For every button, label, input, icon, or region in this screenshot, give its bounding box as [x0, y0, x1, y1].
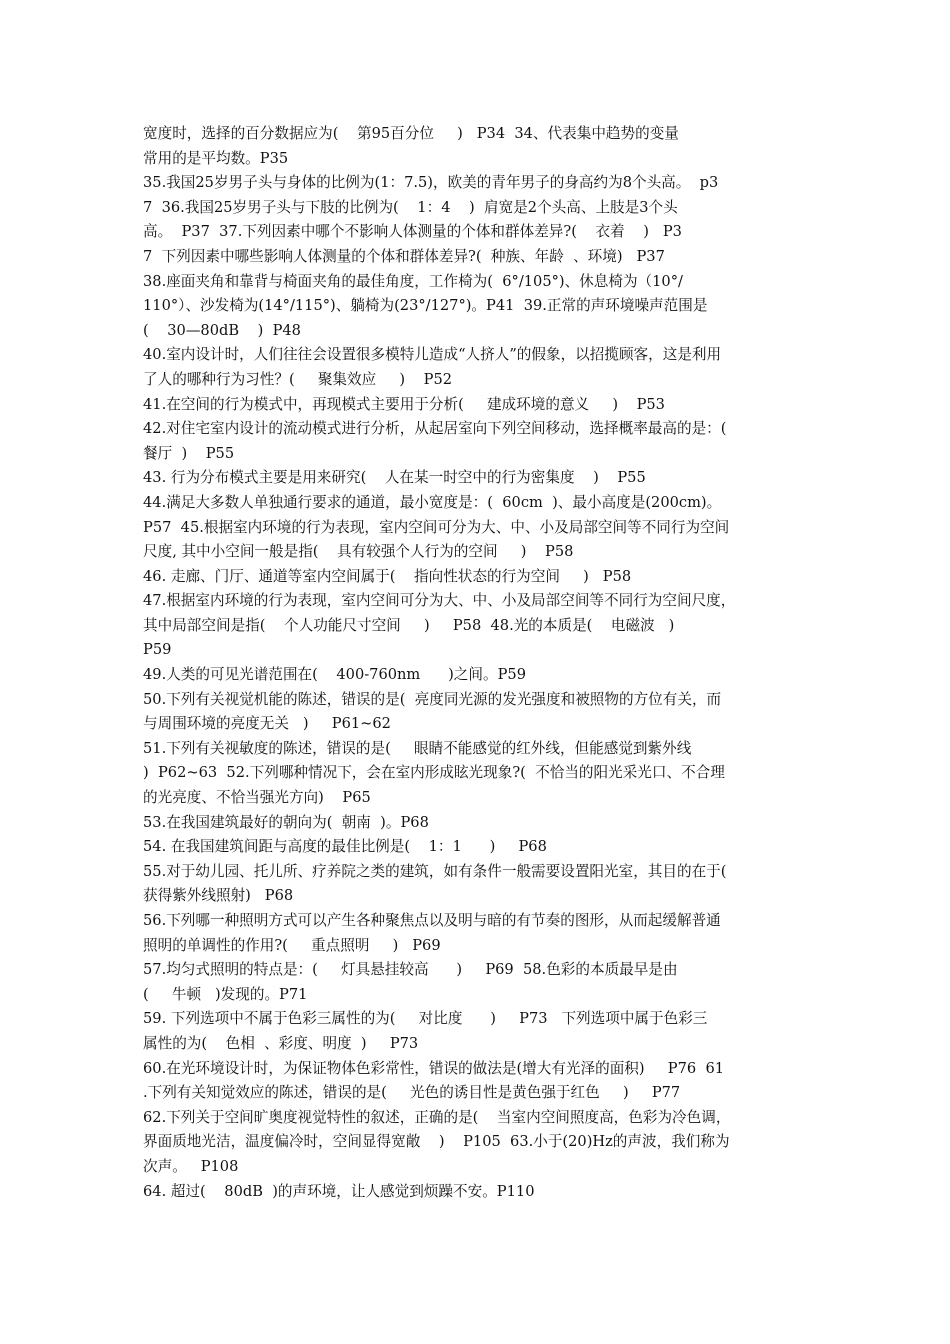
text-line: .下列有关知觉效应的陈述，错误的是( 光色的诱目性是黄色强于红色 ) P77 — [143, 1084, 681, 1102]
text-line: P59 — [143, 641, 172, 659]
text-line: 40.室内设计时，人们往往会设置很多模特儿造成“人挤人”的假象，以招揽顾客，这是利用 — [143, 346, 722, 364]
text-line: 50.下列有关视觉机能的陈述，错误的是( 亮度同光源的发光强度和被照物的方位有关，而 — [143, 690, 722, 708]
text-line: 照明的单调性的作用?( 重点照明 ) P69 — [143, 936, 441, 954]
text-line: 60.在光环境设计时，为保证物体色彩常性，错误的做法是(增大有光泽的面积) P76 61 — [143, 1059, 725, 1077]
text-line: 7 下列因素中哪些影响人体测量的个体和群体差异?( 种族、年龄 、环境) P37 — [143, 247, 665, 265]
text-line: 44.满足大多数人单独通行要求的通道，最小宽度是：( 60cm )、最小高度是(200cm)。 — [143, 493, 722, 511]
text-line: ( 牛顿 )发现的。P71 — [143, 985, 308, 1003]
text-line: 次声。 P108 — [143, 1157, 239, 1175]
text-line: 了人的哪种行为习性？( 聚集效应 ) P52 — [143, 370, 453, 388]
text-line: 51.下列有关视敏度的陈述，错误的是( 眼睛不能感觉的红外线，但能感觉到紫外线 — [143, 739, 692, 757]
text-line: 110°）、沙发椅为(14°/115°)、躺椅为(23°/127°)。P41 39.正常的声环境噪声范围是 — [143, 297, 708, 315]
text-line: ) P62~63 52.下列哪种情况下，会在室内形成眩光现象?( 不恰当的阳光采光口、不合理 — [143, 764, 725, 782]
text-line: 41.在空间的行为模式中，再现模式主要用于分析( 建成环境的意义 ) P53 — [143, 395, 665, 413]
text-line: 42.对住宅室内设计的流动模式进行分析，从起居室向下列空间移动，选择概率最高的是：( — [143, 420, 727, 438]
text-line: 其中局部空间是指( 个人功能尺寸空间 ) P58 48.光的本质是( 电磁波 ) — [143, 616, 675, 634]
text-line: 宽度时，选择的百分数据应为( 第95百分位 ) P34 34、代表集中趋势的变量 — [143, 125, 679, 142]
text-line: 的光亮度、不恰当强光方向) P65 — [143, 789, 371, 807]
text-line: 餐厅 ) P55 — [143, 444, 235, 462]
text-line: 47.根据室内环境的行为表现，室内空间可分为大、中、小及局部空间等不同行为空间尺度， — [143, 592, 736, 610]
text-line: 43. 行为分布模式主要是用来研究( 人在某一时空中的行为密集度 ) P55 — [143, 469, 646, 487]
text-line: 获得紫外线照射) P68 — [143, 887, 294, 905]
text-line: 49.人类的可见光谱范围在( 400-760nm )之间。P59 — [143, 666, 526, 684]
text-line: 53.在我国建筑最好的朝向为( 朝南 )。P68 — [143, 813, 429, 831]
text-line: 54. 在我国建筑间距与高度的最佳比例是( 1：1 ) P68 — [143, 838, 547, 856]
text-line: 59. 下列选项中不属于色彩三属性的为( 对比度 ) P73 下列选项中属于色彩三 — [143, 1010, 708, 1028]
text-line: 38.座面夹角和靠背与椅面夹角的最佳角度，工作椅为( 6°/105°)、休息椅为（10°/ — [143, 272, 683, 290]
text-line: 高。 P37 37.下列因素中哪个不影响人体测量的个体和群体差异?( 衣着 ) P3 — [143, 223, 682, 241]
text-line: 与周围环境的亮度无关 ) P61~62 — [143, 715, 391, 733]
document-body — [143, 122, 813, 1204]
text-line: P57 45.根据室内环境的行为表现，室内空间可分为大、中、小及局部空间等不同行为空间 — [143, 518, 730, 536]
text-line: 57.均匀式照明的特点是：( 灯具悬挂较高 ) P69 58.色彩的本质最早是由 — [143, 961, 678, 979]
text-line: 35.我国25岁男子头与身体的比例为(1：7.5)，欧美的青年男子的身高约为8个头高。 p3 — [143, 174, 719, 192]
text-line: 64. 超过( 80dB )的声环境，让人感觉到烦躁不安。P110 — [143, 1182, 535, 1200]
text-line: 46. 走廊、门厅、通道等室内空间属于( 指向性状态的行为空间 ) P58 — [143, 567, 632, 585]
text-line: ( 30—80dB ) P48 — [143, 321, 301, 339]
text-line: 7 36.我国25岁男子头与下肢的比例为( 1：4 ) 肩宽是2个头高、上肢是3个头 — [143, 198, 678, 216]
text-line: 56.下列哪一种照明方式可以产生各种聚焦点以及明与暗的有节奏的图形，从而起缓解普通 — [143, 912, 721, 929]
text-line: 尺度, 其中小空间一般是指( 具有较强个人行为的空间 ) P58 — [143, 543, 574, 561]
text-line: 55.对于幼儿园、托儿所、疗养院之类的建筑，如有条件一般需要设置阳光室，其目的在于( — [143, 862, 727, 880]
text-line: 常用的是平均数。P35 — [143, 149, 289, 167]
text-line: 属性的为( 色相 、彩度、明度 ) P73 — [143, 1034, 419, 1052]
text-line: 62.下列关于空间旷奥度视觉特性的叙述，正确的是( 当室内空间照度高，色彩为冷色调， — [143, 1108, 731, 1126]
text-line: 界面质地光洁，温度偏冷时，空间显得宽敞 ) P105 63.小于(20)Hz的声波，我们称为 — [143, 1133, 730, 1151]
